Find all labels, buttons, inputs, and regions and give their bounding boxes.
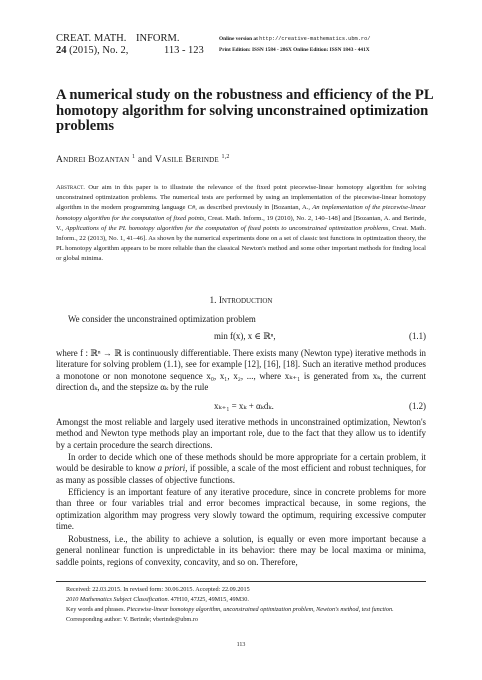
journal-creat: CREAT. — [56, 33, 92, 44]
abstract: Abstract. Our aim in this paper is to illustrate the relevance of the fixed point piecewise-linear homotopy algorithm for solving unconstrained optimization problems. The numerical tests are performed by using an implementation of the piecewise-linear homotopy algorithm in the modern programming language C#, as described previously in [Bozantan, A., An implementation of the piecewise-linear homotopy algorithm for the computation of fixed points, Creat. Math. Inform., 19 (2010), No. 2, 140–148] and [Bozantan, A. and Berinde, V., Applications of the PL homotopy algorithm for the computation of fixed points to unconstrained optimization problems, Creat. Math. Inform., 22 (2013), No. 1, 41–46]. As shown by the numerical experiments done on a set of classic test functions in optimization theory, the PL homotopy algorithm appears to be more reliable than the classical Newton's method and some other important methods for finding local or global minima. — [56, 184, 426, 263]
paragraph: where f : ℝⁿ → ℝ is continuously differentiable. There exists many (Newton type) iterative methods in literature for solving problem (1.1), see for example [12], [16], [18]. Such an iterative method produces a monotone or non monotone sequence x₀, x₁, x₂, ..., where xₖ₊₁ is generated from xₖ, the current direction dₖ, and the stepsize αₖ by the rule — [56, 348, 426, 393]
paper-title: A numerical study on the robustness and efficiency of the PL homotopy algorithm for solving unconstrained optimization problems — [56, 87, 433, 134]
journal-header — [56, 33, 204, 57]
paragraph: Efficiency is an important feature of any iterative procedure, since in concrete problems for more than three or four variables trial and error becomes impractical because, in some regions, the optimization algorithm may progress very slowly toward the optimum, requiring excessive computer time. — [56, 487, 426, 532]
equation-number: (1.2) — [408, 401, 426, 411]
online-prefix: Online version at — [219, 36, 260, 42]
received-dates: Received: 22.03.2015. In revised form: 30.06.2015. Accepted: 22.09.2015 — [66, 586, 250, 593]
journal-math: MATH. — [94, 33, 127, 44]
paragraph: In order to decide which one of these methods should be more appropriate for a certain problem, it would be desirable to know a priori, if possible, a scale of the most efficient and robust techniques, for as many as possible classes of objective functions. — [56, 452, 427, 485]
equation: min f(x), x ∈ ℝⁿ, — [214, 331, 276, 341]
footnotes — [56, 585, 426, 625]
msc-classification: 2010 Mathematics Subject Classification. 47H10, 47J25, 49M15, 49M30. — [66, 596, 249, 603]
author-1: Andrei Bozantan — [56, 154, 130, 166]
paragraph: Amongst the most reliable and largely used iterative methods in unconstrained optimization, Newton's method and Newton type methods play an important role, due to the fact that they allow us to identify by a certain procedure the search directions. — [56, 417, 426, 450]
author-1-affil: 1 — [132, 154, 136, 160]
volume: 24 — [56, 45, 67, 56]
corresponding-author: Corresponding author: V. Berinde; vberinde@ubm.ro — [66, 616, 198, 623]
authors-and: and — [137, 154, 153, 166]
page-range: 113 - 123 — [163, 45, 204, 56]
print-edition: Print Edition: ISSN 1584 - 286X Online Edition: ISSN 1843 - 441X — [219, 47, 370, 53]
paragraph: We consider the unconstrained optimization problem — [68, 314, 256, 324]
keywords: Key words and phrases. Piecewise-linear homotopy algorithm, unconstrained optimization problem, Newton's method, test function. — [66, 606, 394, 613]
footnote-rule — [56, 581, 426, 582]
section-title: Introduction — [218, 296, 273, 306]
edition-info — [219, 34, 370, 56]
page-number: 113 — [236, 642, 246, 648]
author-2-affil: 1,2 — [221, 154, 230, 160]
online-url[interactable]: http://creative-mathematics.ubm.ro/ — [259, 36, 371, 42]
paragraph: Robustness, i.e., the ability to achieve a solution, is equally or even more important because a general nonlinear function is unpredictable in its behavior: there may be local maxima or minima, saddle points, regions of convexity, concavity, and so on. Therefore, — [56, 534, 426, 567]
year-issue: (2015), No. 2, — [69, 45, 129, 56]
section-number: 1. — [209, 296, 217, 306]
authors — [56, 154, 230, 165]
author-2: Vasile Berinde — [154, 154, 219, 166]
equation-number: (1.1) — [408, 331, 426, 341]
journal-inform: INFORM. — [136, 33, 180, 44]
abstract-label: Abstract. — [56, 184, 85, 191]
section-heading — [0, 296, 482, 306]
equation: xₖ₊₁ = xₖ + αₖdₖ. — [214, 401, 274, 411]
